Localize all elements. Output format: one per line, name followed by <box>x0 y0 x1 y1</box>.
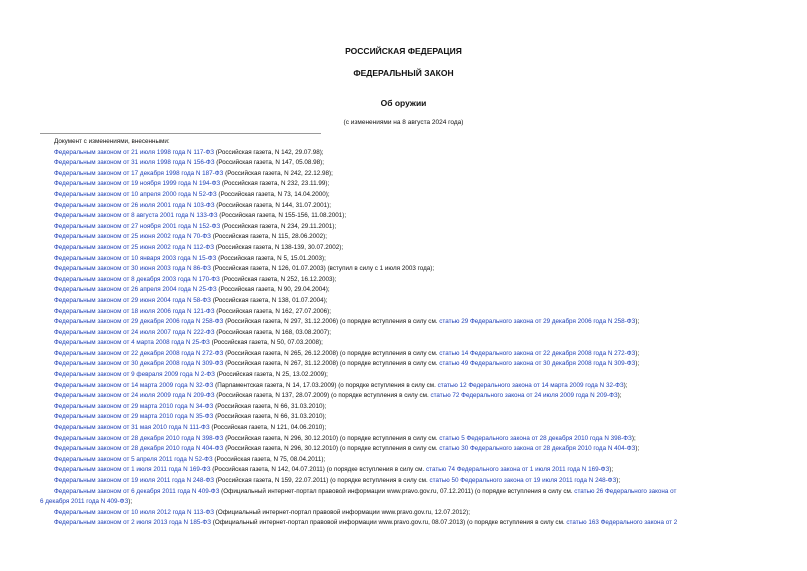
amendment-link[interactable]: Федеральным законом от 28 декабря 2010 года N 404-ФЗ <box>54 445 224 453</box>
amendment-link[interactable]: Федеральным законом от 5 апреля 2011 года N 52-ФЗ <box>54 455 213 463</box>
amendment-text: (Парламентская газета, N 14, 17.03.2009) (о порядке вступления в силу см. <box>213 381 438 389</box>
article-link[interactable]: статью 5 Федерального закона от 28 декабря 2010 года N 398-ФЗ <box>439 434 632 442</box>
amendment-text: (Российская газета, N 115, 28.06.2002); <box>210 233 327 241</box>
amendment-item <box>54 254 807 265</box>
article-link[interactable]: статью 72 Федерального закона от 24 июля 2009 года N 209-ФЗ <box>430 392 618 400</box>
amendments-list <box>0 137 807 529</box>
article-link[interactable]: статью 26 Федерального закона от <box>574 487 677 495</box>
amendment-link[interactable]: Федеральным законом от 22 декабря 2008 года N 272-ФЗ <box>54 349 224 357</box>
amendment-link[interactable]: Федеральным законом от 4 марта 2008 года N 25-ФЗ <box>54 339 210 347</box>
amendment-item <box>54 444 807 455</box>
amendment-link[interactable]: Федеральным законом от 9 февраля 2009 года N 2-ФЗ <box>54 371 215 379</box>
amendment-text: ); <box>635 445 640 453</box>
amendment-link[interactable]: Федеральным законом от 31 июля 1998 года N 156-ФЗ <box>54 159 215 167</box>
amendment-item <box>54 307 807 318</box>
intro-text: Документ с изменениями, внесенными: <box>54 138 170 145</box>
amendment-link[interactable]: Федеральным законом от 1 июля 2011 года N 169-ФЗ <box>54 466 211 474</box>
amendment-item <box>54 275 807 286</box>
amendment-text: ); <box>623 381 628 389</box>
amendment-text: (Российская газета, N 73, 14.04.2000); <box>216 190 330 198</box>
amendment-item <box>54 158 807 169</box>
amendment-link[interactable]: Федеральным законом от 30 июня 2003 года N 86-ФЗ <box>54 265 211 273</box>
article-link[interactable]: статью 50 Федерального закона от 19 июля 2011 года N 248-ФЗ <box>429 477 617 484</box>
amendment-item <box>54 518 807 529</box>
amendment-item <box>54 455 807 466</box>
amendment-link[interactable]: Федеральным законом от 27 ноября 2001 года N 152-ФЗ <box>54 222 221 230</box>
amendment-item <box>54 349 807 360</box>
amendment-link[interactable]: Федеральным законом от 10 апреля 2000 года N 52-ФЗ <box>54 190 217 198</box>
amendment-link[interactable]: Федеральным законом от 14 марта 2009 года N 32-ФЗ <box>54 381 214 389</box>
amendment-item <box>54 243 807 254</box>
amendment-link[interactable]: Федеральным законом от 25 июня 2002 года N 70-ФЗ <box>54 233 211 241</box>
amendment-text: (Российская газета, N 25, 13.02.2009); <box>214 371 328 379</box>
header-country: РОССИЙСКАЯ ФЕДЕРАЦИЯ <box>345 46 462 56</box>
amendment-item <box>54 508 807 519</box>
amendment-link[interactable]: Федеральным законом от 24 июля 2009 года N 209-ФЗ <box>54 392 215 400</box>
amendment-item <box>54 370 807 381</box>
amendment-text: (Российская газета, N 242, 22.12.98); <box>223 169 333 177</box>
amendment-link[interactable]: Федеральным законом от 29 декабря 2006 года N 258-ФЗ <box>54 318 224 326</box>
amendment-link[interactable]: Федеральным законом от 29 марта 2010 года N 35-ФЗ <box>54 413 214 421</box>
amendment-text: (Российская газета, N 232, 23.11.99); <box>220 180 330 188</box>
amendment-text: (Российская газета, N 168, 03.08.2007); <box>214 328 332 336</box>
amendment-text: (Российская газета, N 147, 05.08.98); <box>214 159 325 167</box>
amendment-text: (Российская газета, N 137, 28.07.2009) (о порядке вступления в силу см. <box>214 392 431 400</box>
amendment-text: (Российская газета, N 90, 29.04.2004); <box>216 286 330 294</box>
article-link[interactable]: статью 14 Федерального закона от 22 декабря 2008 года N 272-ФЗ <box>439 349 636 357</box>
amendment-text: ); <box>616 477 621 484</box>
amendment-text: (Российская газета, N 234, 29.11.2001); <box>220 222 337 230</box>
amendment-item <box>54 338 807 349</box>
amendment-item <box>54 211 807 222</box>
article-link[interactable]: статью 12 Федерального закона от 14 марта 2009 года N 32-ФЗ <box>437 381 624 389</box>
amendment-item <box>54 423 807 434</box>
amendment-text: (Российская газета, N 296, 30.12.2010) (о порядке вступления в силу см. <box>223 445 440 453</box>
amendment-text: ); <box>635 349 640 357</box>
amendment-link[interactable]: Федеральным законом от 19 июля 2011 года N 248-ФЗ <box>54 477 215 484</box>
amendment-text: (Российская газета, N 265, 26.12.2008) (о порядке вступления в силу см. <box>223 349 440 357</box>
article-link[interactable]: статью 74 Федерального закона от 1 июля 2011 года N 169-ФЗ <box>426 466 610 474</box>
amendment-text: (Российская газета, N 138, 01.07.2004); <box>210 296 328 304</box>
amendment-item <box>54 148 807 159</box>
amendment-text: ); <box>635 318 640 326</box>
amendment-link[interactable]: Федеральным законом от 6 декабря 2011 года N 409-ФЗ <box>54 487 220 495</box>
amendment-text: (Российская газета, N 50, 07.03.2008); <box>209 339 323 347</box>
revision-note: (с изменениями на 8 августа 2024 года) <box>343 119 464 126</box>
divider-line <box>40 133 321 134</box>
amendment-item <box>54 169 807 180</box>
amendment-item <box>54 402 807 413</box>
amendment-item <box>54 296 807 307</box>
amendment-item <box>54 317 807 328</box>
amendment-text: (Российская газета, N 5, 15.01.2003); <box>216 254 326 262</box>
amendment-text: (Российская газета, N 75, 08.04.2011); <box>212 455 326 463</box>
amendment-item <box>54 190 807 201</box>
amendment-item <box>54 328 807 339</box>
amendment-item <box>54 476 807 487</box>
amendment-link[interactable]: Федеральным законом от 17 декабря 1998 года N 187-ФЗ <box>54 169 224 177</box>
amendment-item <box>54 391 807 402</box>
amendment-item <box>54 359 807 370</box>
amendment-text: (Российская газета, N 155-156, 11.08.2001); <box>217 212 347 220</box>
amendment-text: (Официальный интернет-портал правовой информации www.pravo.gov.ru, 12.07.2012); <box>214 508 471 516</box>
amendment-item <box>54 412 807 423</box>
amendment-item <box>54 179 807 190</box>
article-link[interactable]: статью 49 Федерального закона от 30 декабря 2008 года N 309-ФЗ <box>439 360 636 368</box>
amendment-text: (Российская газета, N 121, 04.06.2010); <box>209 424 327 432</box>
article-link[interactable]: статью 163 Федерального закона от 2 <box>566 519 678 527</box>
amendment-item <box>54 222 807 233</box>
amendment-link[interactable]: Федеральным законом от 10 января 2003 года N 15-ФЗ <box>54 254 217 262</box>
amendment-link[interactable]: Федеральным законом от 26 июля 2001 года N 103-ФЗ <box>54 201 215 209</box>
amendment-link[interactable]: Федеральным законом от 29 июня 2004 года N 58-ФЗ <box>54 296 211 304</box>
amendment-link[interactable]: Федеральным законом от 24 июля 2007 года N 222-ФЗ <box>54 328 215 336</box>
amendment-item <box>54 232 807 243</box>
amendment-link[interactable]: Федеральным законом от 21 июля 1998 года N 117-ФЗ <box>54 148 215 156</box>
page-title: Об оружии <box>380 98 427 108</box>
amendment-item <box>54 434 807 445</box>
amendment-item-continuation <box>40 497 807 508</box>
amendment-link[interactable]: Федеральным законом от 26 апреля 2004 года N 25-ФЗ <box>54 286 217 294</box>
amendment-item <box>54 264 807 275</box>
amendment-link[interactable]: Федеральным законом от 28 декабря 2010 года N 398-ФЗ <box>54 434 224 442</box>
amendment-link[interactable]: Федеральным законом от 8 августа 2001 года N 133-ФЗ <box>54 212 218 220</box>
amendment-link[interactable]: Федеральным законом от 25 июня 2002 года N 112-ФЗ <box>54 243 214 251</box>
amendment-text: (Российская газета, N 142, 29.07.98); <box>214 148 324 156</box>
amendment-text: (Российская газета, N 142, 04.07.2011) (о порядке вступления в силу см. <box>210 466 427 474</box>
amendment-item <box>54 487 807 498</box>
amendment-text: ); <box>617 392 622 400</box>
amendment-text: (Официальный интернет-портал правовой информации www.pravo.gov.ru, 08.07.2013) (о порядке вступления в силу см. <box>211 519 567 527</box>
header-doc-type: ФЕДЕРАЛЬНЫЙ ЗАКОН <box>353 68 454 78</box>
amendment-item <box>54 465 807 476</box>
amendment-text: (Российская газета, N 66, 31.03.2010); <box>213 402 327 410</box>
amendment-text: (Российская газета, N 296, 30.12.2010) (о порядке вступления в силу см. <box>223 434 440 442</box>
article-link[interactable]: статью 30 Федерального закона от 28 декабря 2010 года N 404-ФЗ <box>439 445 636 453</box>
amendment-text: (Российская газета, N 144, 31.07.2001); <box>214 201 332 209</box>
amendment-link[interactable]: Федеральным законом от 10 июля 2012 года N 113-ФЗ <box>54 508 215 516</box>
amendment-item <box>54 285 807 296</box>
amendment-link[interactable]: Федеральным законом от 19 ноября 1999 года N 194-ФЗ <box>54 180 221 188</box>
amendment-text: ); <box>609 466 614 474</box>
amendment-link[interactable]: Федеральным законом от 2 июля 2013 года N 185-ФЗ <box>54 519 212 527</box>
amendment-text: (Российская газета, N 66, 31.03.2010); <box>213 413 327 421</box>
amendment-text: (Российская газета, N 267, 31.12.2008) (о порядке вступления в силу см. <box>223 360 440 368</box>
amendment-link[interactable]: Федеральным законом от 29 марта 2010 года N 34-ФЗ <box>54 402 214 410</box>
amendment-item <box>54 201 807 212</box>
amendment-text: (Официальный интернет-портал правовой информации www.pravo.gov.ru, 07.12.2011) (о порядке вступления в силу см. <box>219 487 575 495</box>
amendment-link[interactable]: Федеральным законом от 8 декабря 2003 года N 170-ФЗ <box>54 275 220 283</box>
amendment-text: ); <box>631 434 636 442</box>
amendment-item <box>54 381 807 392</box>
article-link[interactable]: статью 29 Федерального закона от 29 декабря 2006 года N 258-ФЗ <box>439 318 636 326</box>
amendment-text: (Российская газета, N 159, 22.07.2011) (о порядке вступления в силу см. <box>214 477 430 484</box>
amendment-link[interactable]: Федеральным законом от 18 июля 2006 года N 121-ФЗ <box>54 307 215 315</box>
amendment-text: (Российская газета, N 252, 16.12.2003); <box>219 275 337 283</box>
amendment-link[interactable]: Федеральным законом от 30 декабря 2008 года N 309-ФЗ <box>54 360 224 368</box>
amendment-text: ); <box>128 498 133 506</box>
amendment-link[interactable]: Федеральным законом от 31 мая 2010 года N 111-ФЗ <box>54 424 210 432</box>
amendment-text: (Российская газета, N 162, 27.07.2006); <box>214 307 332 315</box>
amendment-text: ); <box>635 360 640 368</box>
amendment-text: (Российская газета, N 126, 01.07.2003) (вступил в силу с 1 июля 2003 года); <box>210 265 435 273</box>
amendment-text: (Российская газета, N 138-139, 30.07.2002); <box>214 243 344 251</box>
article-link[interactable]: 6 декабря 2011 года N 409-ФЗ <box>40 498 129 506</box>
amendment-text: (Российская газета, N 297, 31.12.2006) (о порядке вступления в силу см. <box>223 318 440 326</box>
